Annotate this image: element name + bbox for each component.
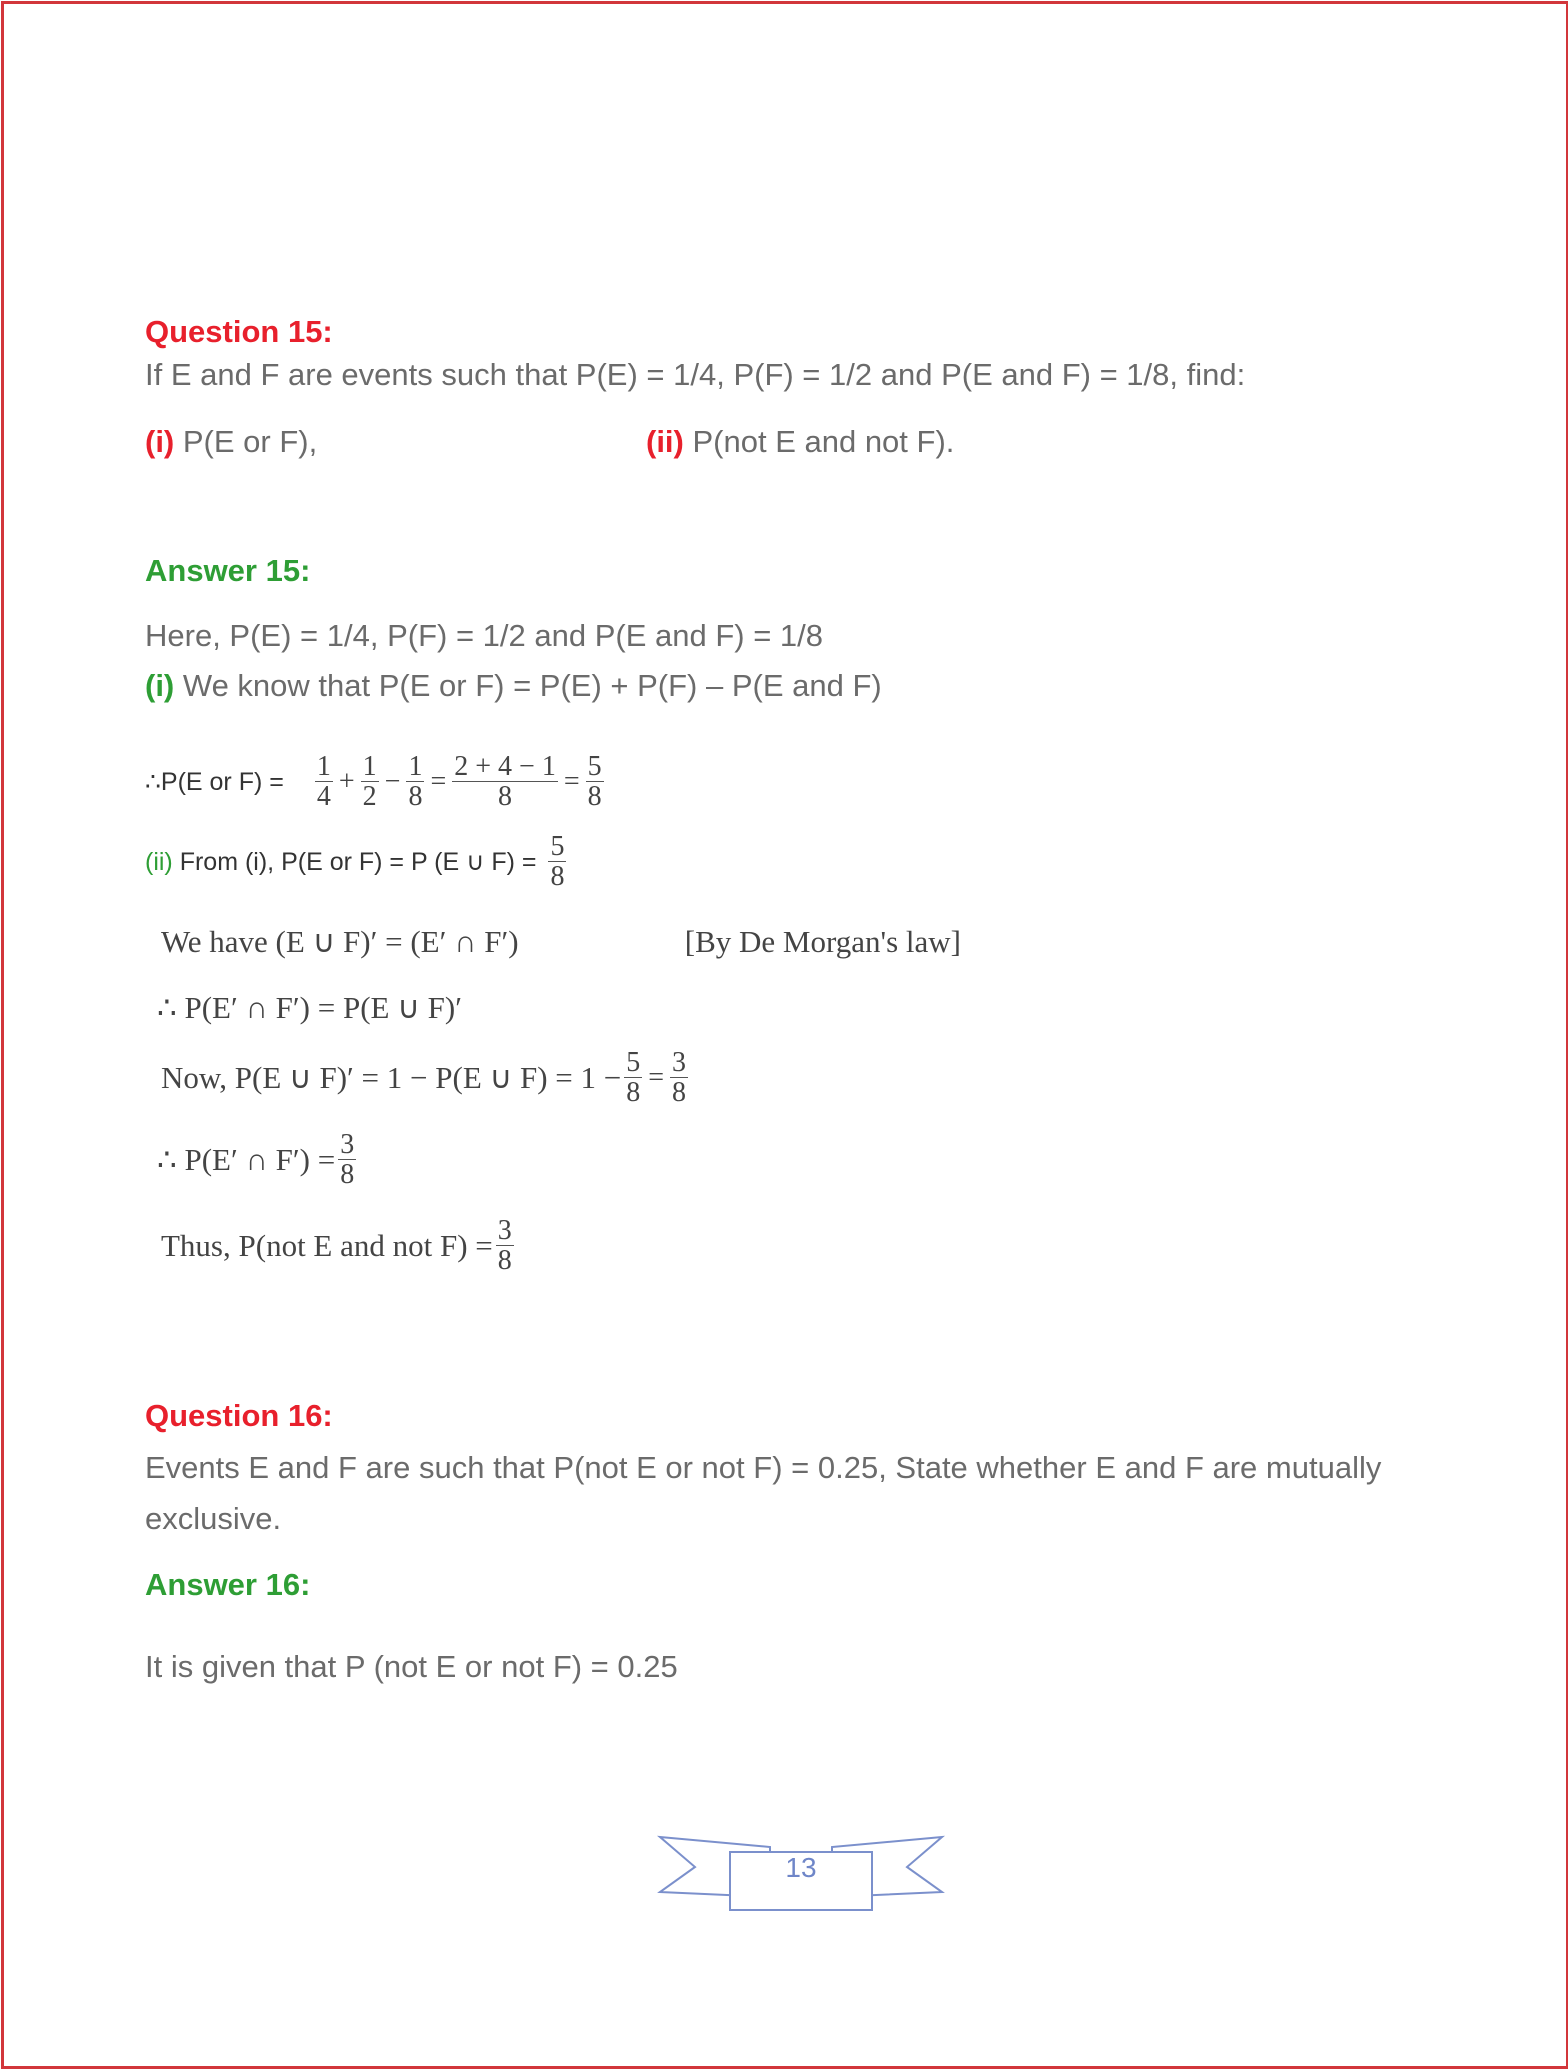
numerator: 3: [672, 1047, 687, 1078]
numerator: 3: [340, 1129, 355, 1160]
de-morgan-line: [161, 924, 961, 960]
question-15-part-i: [145, 424, 317, 460]
fraction: [452, 752, 558, 812]
fraction: [670, 1048, 688, 1108]
question-15-part-ii: [646, 424, 954, 460]
denominator: 2: [362, 781, 377, 813]
numerator: 1: [362, 751, 377, 782]
question-15-heading: Question 15:: [145, 314, 333, 349]
answer-15-given: Here, P(E) = 1/4, P(F) = 1/2 and P(E and F) = 1/8: [145, 618, 824, 653]
part-i-label: (i): [145, 424, 175, 459]
fraction: [496, 1216, 514, 1276]
answer-15-part-ii: [145, 832, 569, 892]
fraction: [406, 752, 424, 812]
denominator: 8: [340, 1159, 355, 1191]
fraction: [624, 1048, 642, 1108]
fraction: [586, 752, 604, 812]
intersection-equation: ∴ P(E′ ∩ F′) =: [157, 1141, 336, 1177]
answer-16-text: It is given that P (not E or not F) = 0.25: [145, 1649, 678, 1684]
fraction: [338, 1130, 356, 1190]
question-16-text: Events E and F are such that P(not E or not F) = 0.25, State whether E and F are mutually: [145, 1450, 1382, 1485]
numerator: 5: [626, 1047, 641, 1078]
numerator: 2 + 4 − 1: [454, 751, 556, 782]
question-16-text-cont: exclusive.: [145, 1501, 282, 1536]
part-i-text: P(E or F),: [174, 424, 318, 459]
now-line: [161, 1048, 691, 1108]
calc-lhs: ∴P(E or F) =: [145, 767, 284, 796]
p-e-or-f-calculation: [145, 752, 607, 812]
operator: =: [430, 765, 447, 797]
de-morgan-note: [By De Morgan's law]: [684, 924, 961, 959]
operator: +: [338, 765, 355, 797]
page-border: [1, 1, 1568, 2069]
denominator: 8: [497, 1245, 512, 1277]
denominator: 8: [408, 781, 423, 813]
denominator: 8: [498, 781, 513, 813]
numerator: 1: [408, 751, 423, 782]
fraction: [315, 752, 333, 812]
now-equation: Now, P(E ∪ F)′ = 1 − P(E ∪ F) = 1 −: [161, 1059, 622, 1095]
answer-part-ii-text: From (i), P(E or F) = P (E ∪ F) =: [172, 847, 537, 876]
numerator: 3: [497, 1215, 512, 1246]
numerator: 5: [587, 751, 602, 782]
answer-15-part-i: [145, 668, 882, 704]
fraction: [548, 832, 566, 892]
numerator: 1: [316, 751, 331, 782]
answer-part-i-text: We know that P(E or F) = P(E) + P(F) – P(E and F): [174, 668, 882, 703]
denominator: 8: [550, 861, 565, 893]
question-16-heading: Question 16:: [145, 1398, 333, 1433]
final-equation: Thus, P(not E and not F) =: [161, 1227, 493, 1263]
part-ii-label: (ii): [646, 424, 684, 459]
denominator: 8: [672, 1077, 687, 1109]
operator: =: [563, 765, 580, 797]
operator: −: [384, 765, 401, 797]
numerator: 5: [550, 831, 565, 862]
answer-part-i-label: (i): [145, 668, 175, 703]
de-morgan-equation: We have (E ∪ F)′ = (E′ ∩ F′): [161, 924, 519, 959]
fraction: [361, 752, 379, 812]
part-ii-line: [145, 847, 536, 877]
operator: =: [648, 1061, 665, 1093]
denominator: 8: [587, 781, 602, 813]
complement-line: ∴ P(E′ ∩ F′) = P(E ∪ F)′: [157, 990, 463, 1025]
part-ii-text: P(not E and not F).: [683, 424, 955, 459]
answer-15-heading: Answer 15:: [145, 553, 311, 588]
denominator: 4: [316, 781, 331, 813]
answer-part-ii-label: (ii): [145, 847, 173, 876]
answer-16-heading: Answer 16:: [145, 1567, 311, 1602]
final-result-line: [161, 1216, 517, 1276]
page-number: 13: [785, 1852, 817, 1883]
denominator: 8: [626, 1077, 641, 1109]
question-15-text: If E and F are events such that P(E) = 1/4, P(F) = 1/2 and P(E and F) = 1/8, find:: [145, 357, 1246, 392]
intersection-result-line: [157, 1130, 359, 1190]
